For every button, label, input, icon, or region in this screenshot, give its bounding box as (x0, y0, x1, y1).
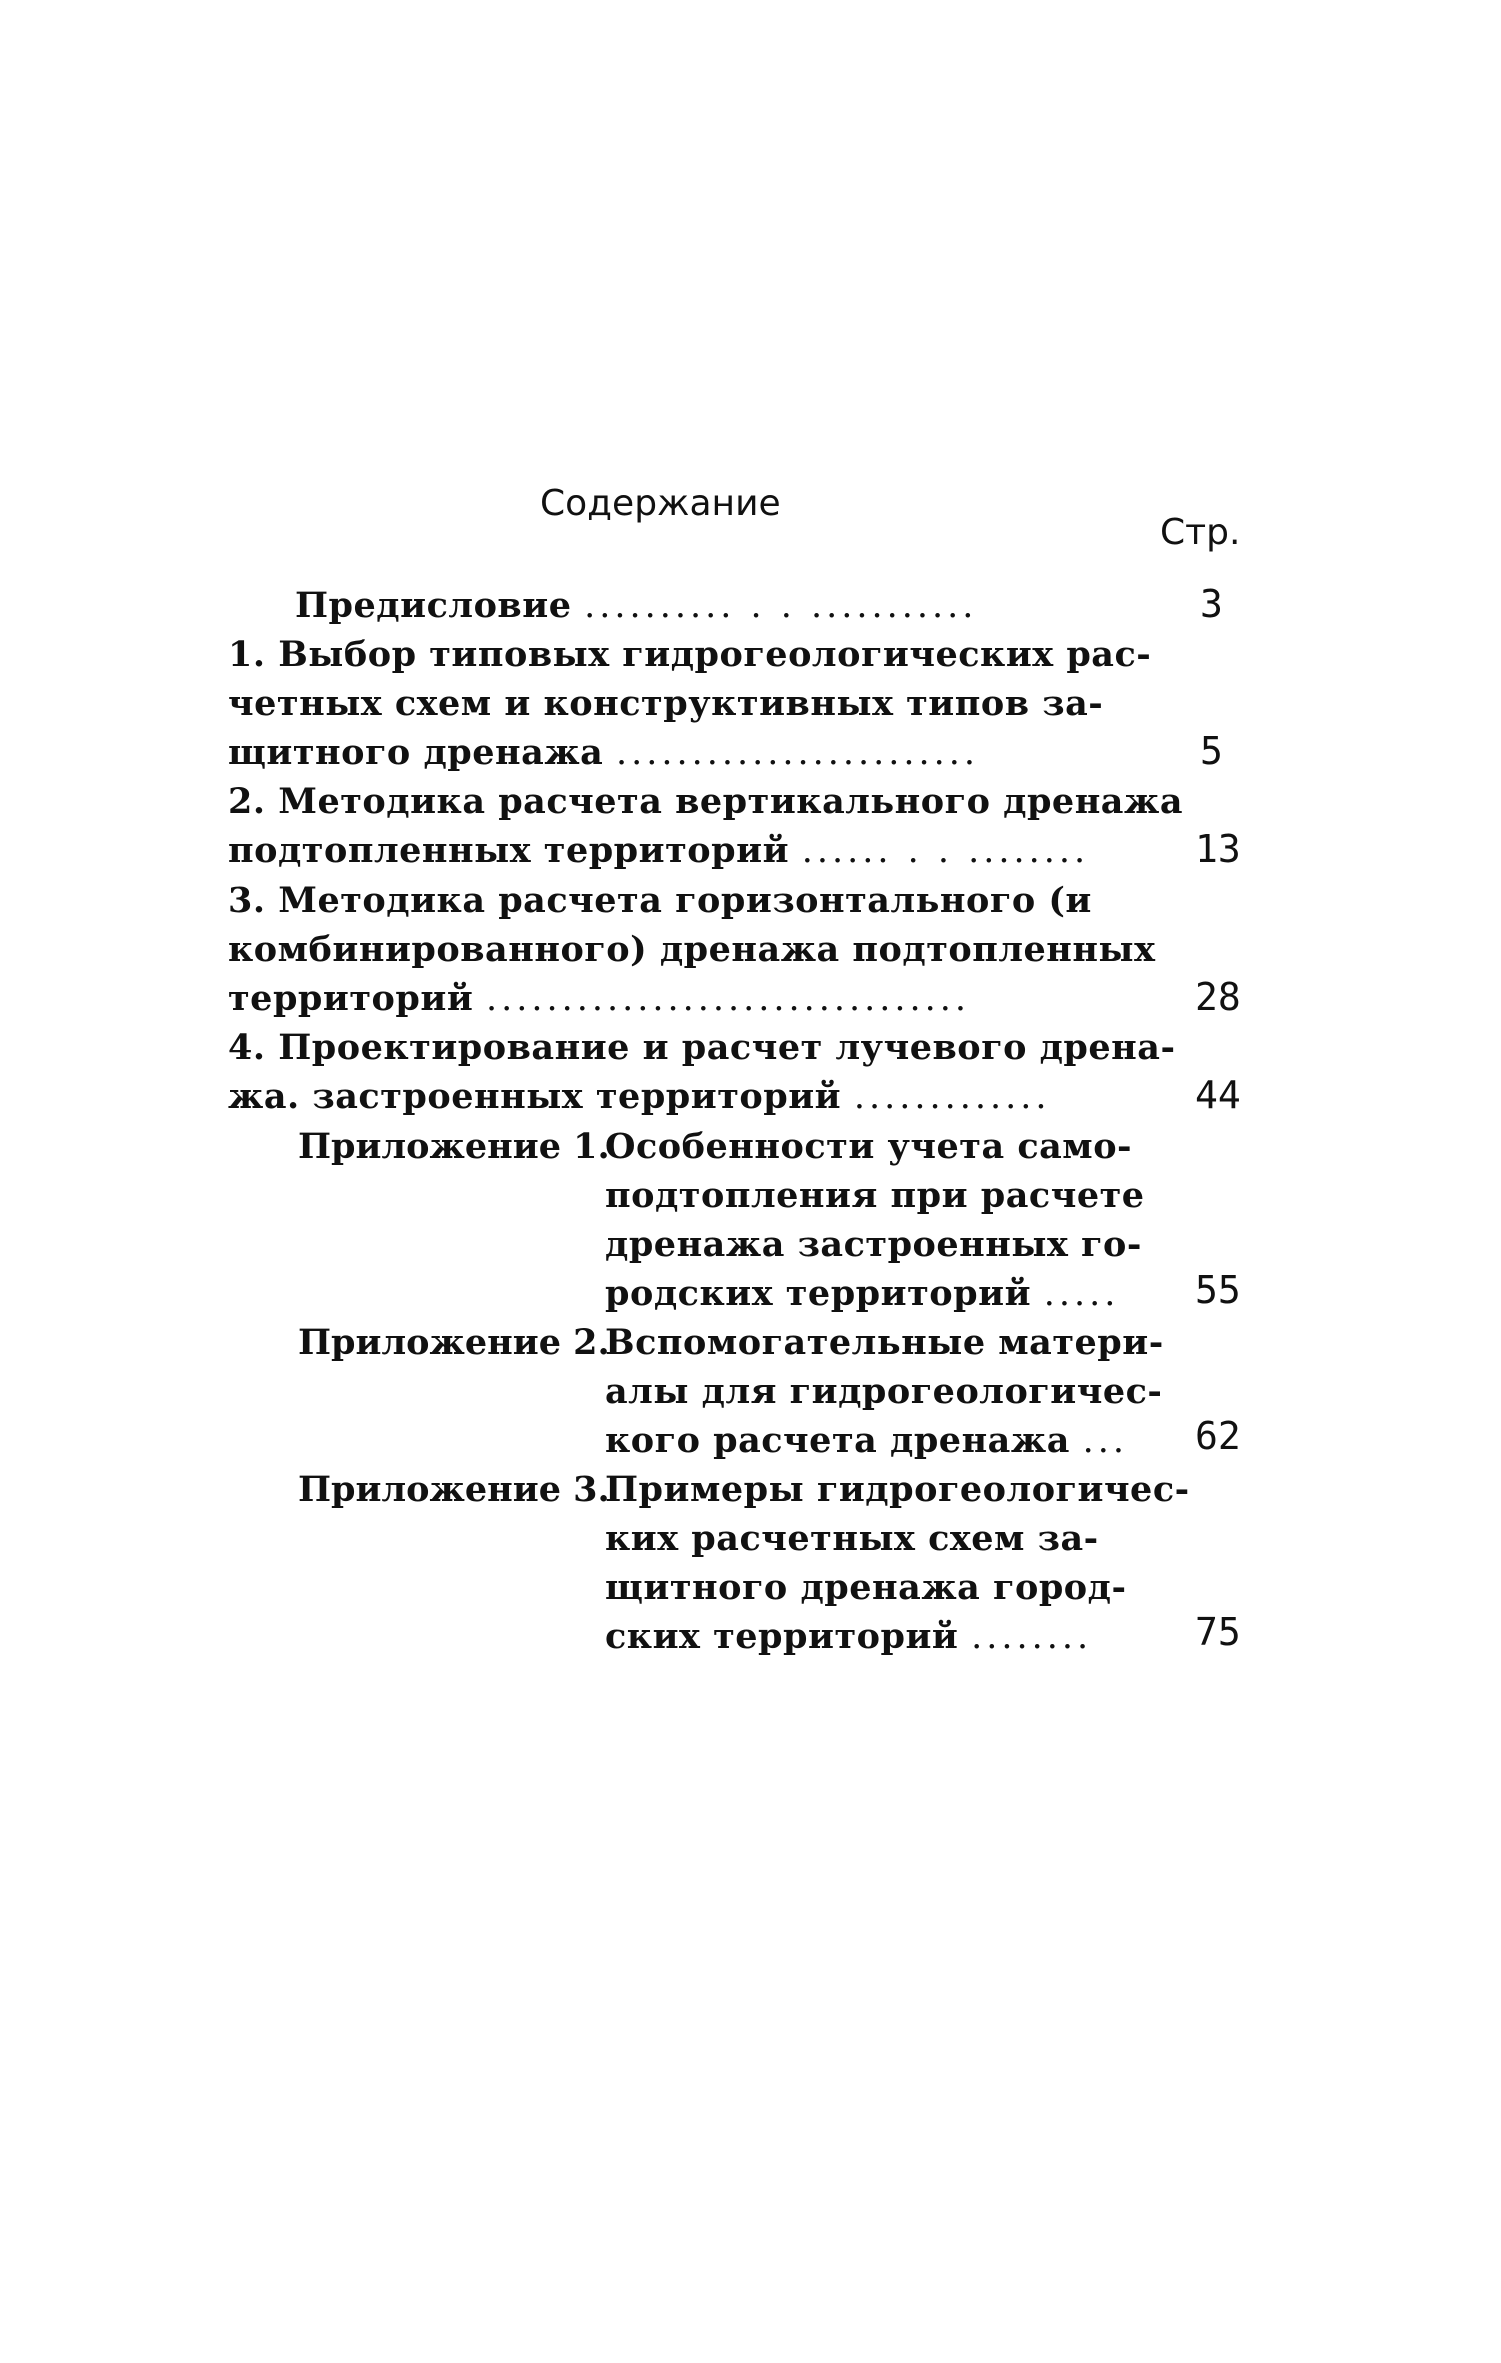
entry-title-line: комбинированного) дренажа подтопленных (228, 929, 1156, 970)
entry-title-line: Вспомогательные матери- (605, 1322, 1164, 1363)
page-number: 75 (1195, 1610, 1241, 1654)
entry-title-line: подтопления при расчете (605, 1175, 1145, 1216)
appendix-label: Приложение 1. (298, 1126, 610, 1167)
leader-dots: ................................ (485, 979, 970, 1019)
entry-title-line: Примеры гидрогеологичес- (605, 1469, 1190, 1510)
entry-title-line: ских территорий (605, 1616, 959, 1657)
page-number: 3 (1200, 582, 1223, 626)
entry-title-line: алы для гидрогеологичес- (605, 1371, 1163, 1412)
entry-title-line: дренажа застроенных го- (605, 1224, 1142, 1265)
leader-dots: .......... . . ........... (584, 586, 978, 626)
entry-title-line: щитного дренажа (228, 732, 604, 773)
entry-title-line: Особенности учета само- (605, 1126, 1133, 1167)
page-number: 55 (1195, 1268, 1241, 1312)
appendix-label: Приложение 3. (298, 1469, 610, 1510)
entry-title-line: Предисловие (295, 585, 572, 626)
entry-title-line: 4. Проектирование и расчет лучевого дрена- (228, 1027, 1176, 1068)
entry-title-line: 3. Методика расчета горизонтального (и (228, 880, 1092, 921)
page-number: 44 (1195, 1073, 1241, 1117)
entry-title-line: ких расчетных схем за- (605, 1518, 1099, 1559)
appendix-label: Приложение 2. (298, 1322, 610, 1363)
page-number: 13 (1195, 827, 1241, 871)
leader-dots: ..... (1043, 1274, 1120, 1314)
leader-dots: ........................ (616, 733, 980, 773)
leader-dots: ............. (853, 1077, 1051, 1117)
leader-dots: ........ (971, 1617, 1093, 1657)
leader-dots: ...... . . ........ (801, 831, 1090, 871)
entry-title-line: 1. Выбор типовых гидрогеологических рас- (228, 634, 1152, 675)
entry-title-line: щитного дренажа город- (605, 1567, 1127, 1608)
page-number: 28 (1195, 975, 1241, 1019)
page-title: Содержание (540, 483, 781, 524)
entry-title-line: подтопленных территорий (228, 830, 790, 871)
entry-title-line: жа. застроенных территорий (228, 1076, 842, 1117)
entry-title-line: родских территорий (605, 1273, 1032, 1314)
leader-dots: ... (1082, 1421, 1128, 1461)
page-column-header: Стр. (1160, 512, 1241, 553)
page-number: 62 (1195, 1414, 1241, 1458)
page-number: 5 (1200, 729, 1223, 773)
entry-title-line: территорий (228, 978, 474, 1019)
entry-title-line: кого расчета дренажа (605, 1420, 1070, 1461)
entry-title-line: 2. Методика расчета вертикального дренажа (228, 781, 1184, 822)
entry-title-line: четных схем и конструктивных типов за- (228, 683, 1104, 724)
